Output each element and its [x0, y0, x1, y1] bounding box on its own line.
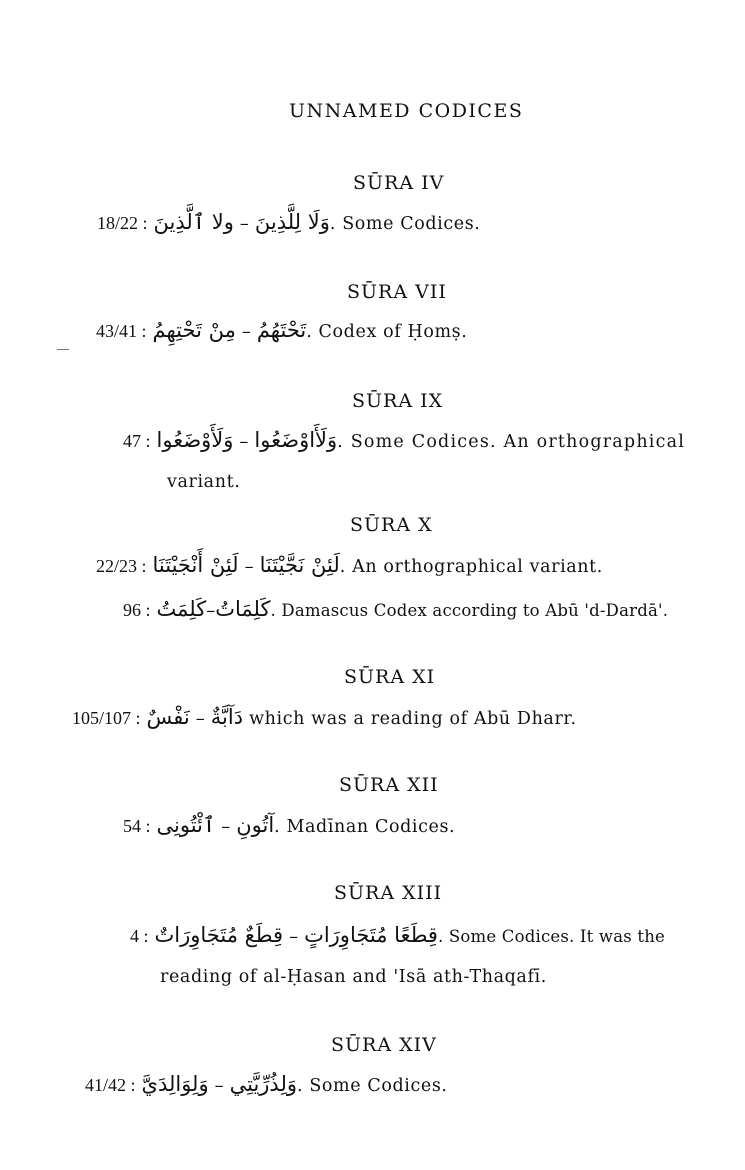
sura-heading: SŪRA X	[350, 514, 433, 536]
variant-entry	[96, 318, 467, 342]
variant-entry	[130, 923, 665, 947]
entry-note: . An orthographical variant.	[339, 557, 603, 577]
arabic-variant-reading: مِنْ تَحْتِهِمُ	[152, 318, 236, 342]
arabic-standard-reading: قِطَعًا مُتَجَاوِرَاتٍ	[304, 923, 438, 947]
sura-heading: SŪRA XI	[344, 666, 436, 688]
verse-reference: 4 :	[130, 926, 149, 946]
variant-entry	[123, 597, 668, 621]
arabic-variant-reading: وَلِوَالِدَيَّ	[141, 1072, 209, 1096]
dash: –	[221, 816, 231, 837]
entry-note: . Damascus Codex according to Abū 'd-Dardā'.	[270, 601, 669, 620]
verse-reference: 41/42 :	[85, 1075, 136, 1095]
entry-note: . Some Codices. An orthographical	[337, 432, 686, 452]
verse-reference: 47 :	[123, 431, 151, 451]
sura-heading: SŪRA VII	[347, 281, 447, 303]
variant-entry	[97, 210, 480, 234]
variant-entry	[72, 705, 577, 729]
entry-note-continuation: reading of al-Ḥasan and 'Isā ath-Thaqafī.	[160, 967, 547, 987]
verse-reference: 54 :	[123, 816, 151, 836]
arabic-variant-reading: نَفْسٌ	[146, 705, 190, 729]
entry-note: . Some Codices.	[297, 1076, 448, 1096]
entry-note: . Madīnan Codices.	[274, 817, 456, 837]
dash: –	[239, 431, 249, 452]
arabic-standard-reading: وَلَا لِلَّذِينَ	[254, 210, 330, 234]
dash: –	[289, 926, 299, 947]
variant-entry	[123, 813, 455, 837]
dash: –	[239, 213, 249, 234]
verse-reference: 96 :	[123, 600, 151, 620]
sura-heading: SŪRA XIII	[334, 882, 443, 904]
variant-entry	[123, 428, 685, 452]
entry-note: . Codex of Ḥomṣ.	[306, 322, 468, 342]
entry-note: which was a reading of Abū Dharr.	[249, 709, 577, 729]
margin-mark	[57, 349, 69, 350]
arabic-variant-reading: قِطَعٌ مُتَجَاوِرَاتٌ	[154, 923, 284, 947]
arabic-standard-reading: وَلَأَاوْضَعُوا	[254, 428, 338, 452]
arabic-standard-reading: تَحْتَهُمُ	[256, 318, 307, 342]
dash: –	[195, 708, 205, 729]
dash: –	[244, 556, 254, 577]
dash: –	[214, 1075, 224, 1096]
arabic-standard-reading: لَئِنْ نَجَّيْتَنَا	[259, 553, 340, 577]
sura-heading: SŪRA XII	[339, 774, 439, 796]
arabic-variant-reading: ٱئْتُونِى	[156, 813, 216, 837]
entry-note: . Some Codices. It was the	[437, 927, 666, 946]
arabic-standard-reading: دَآبَّةٌ	[210, 705, 244, 729]
verse-reference: 18/22 :	[97, 213, 148, 233]
variant-entry	[85, 1072, 448, 1096]
variant-entry	[96, 553, 603, 577]
verse-reference: 43/41 :	[96, 321, 147, 341]
dash: –	[241, 321, 251, 342]
arabic-variant-reading: ولا ٱلَّذِينَ	[153, 210, 234, 234]
arabic-standard-reading: آتُونِ	[236, 813, 275, 837]
dash: –	[206, 600, 216, 621]
arabic-standard-reading: كَلِمَاتُ	[215, 597, 271, 621]
entry-note: . Some Codices.	[329, 214, 481, 234]
page-title: UNNAMED CODICES	[289, 100, 524, 122]
verse-reference: 22/23 :	[96, 556, 147, 576]
sura-heading: SŪRA XIV	[331, 1034, 437, 1056]
arabic-variant-reading: كَلِمَتُ	[156, 597, 207, 621]
entry-note-continuation: variant.	[167, 472, 241, 492]
arabic-variant-reading: وَلَأَوْضَعُوا	[156, 428, 234, 452]
verse-reference: 105/107 :	[72, 708, 141, 728]
sura-heading: SŪRA IV	[353, 172, 445, 194]
arabic-standard-reading: وَلِذُرِّيَّتِي	[229, 1072, 297, 1096]
arabic-variant-reading: لَئِنْ أَنْجَيْتَنَا	[152, 553, 239, 577]
sura-heading: SŪRA IX	[352, 390, 444, 412]
